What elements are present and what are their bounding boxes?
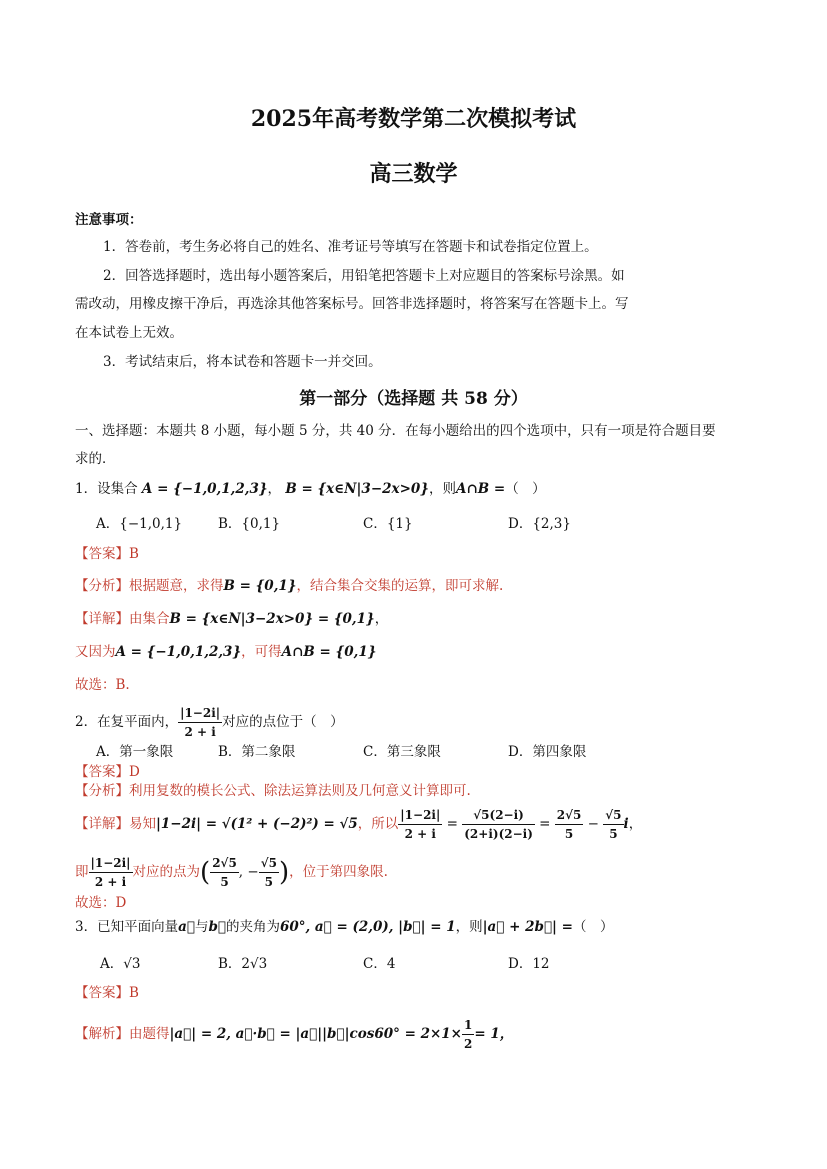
q1-set-a: A = {−1,0,1,2,3} <box>141 481 268 497</box>
q1-detail-b: ， <box>374 611 389 627</box>
q1-option-c: C．{1} <box>363 516 413 532</box>
q2-detail2-frac-num: |1−2i| <box>89 854 133 873</box>
q3-solution-a: 由题得 <box>129 1026 170 1042</box>
q1-choose: 故选：B. <box>75 677 130 693</box>
q2-detail-frac1-num: |1−2i| <box>398 806 442 825</box>
q2-detail-i: i <box>623 816 629 832</box>
q1-detail-a: 由集合 <box>129 611 170 627</box>
notice-item-3: 3．考试结束后，将本试卷和答题卡一并交回。 <box>103 354 382 370</box>
part1-heading: 第一部分（选择题 共 58 分） <box>299 389 528 409</box>
q2-detail2-c: ，位于第四象限. <box>289 864 388 880</box>
notice-item-2b: 需改动，用橡皮擦干净后，再选涂其他答案标号。回答非选择题时，将答案写在答题卡上。写 <box>75 296 629 312</box>
q1-answer-tag: 【答案】 <box>75 546 129 562</box>
q3-answer-tag: 【答案】 <box>75 985 129 1001</box>
q2-stem-a: 2．在复平面内， <box>75 714 179 730</box>
q1-answer-value: B <box>129 546 139 562</box>
q1-stem-tail: ，则 <box>428 481 456 497</box>
q1-analysis-a: 根据题意，求得 <box>129 578 224 594</box>
q3-solution-frac-den: 2 <box>464 1037 473 1051</box>
exam-subtitle: 高三数学 <box>369 161 458 187</box>
q3-solution-frac <box>462 1016 474 1053</box>
notice-heading: 注意事项： <box>75 212 143 228</box>
q2-option-c: C．第三象限 <box>363 744 441 760</box>
exam-title: 2025年高考数学第二次模拟考试 <box>250 106 577 132</box>
q2-stem <box>75 704 344 741</box>
q1-analysis <box>75 577 503 595</box>
q2-detail-frac2-num: √5(2−i) <box>462 806 535 825</box>
q1-paren: （ ） <box>505 481 546 497</box>
q2-detail2-point-y-num: √5 <box>259 854 279 873</box>
q3-answer <box>75 984 139 1002</box>
notice-item-2c: 在本试卷上无效。 <box>75 325 183 341</box>
q2-detail2-a: 即 <box>75 864 89 880</box>
q3-paren: （ ） <box>572 919 614 935</box>
q3-option-a: A．√3 <box>100 956 141 972</box>
q2-detail-b: ，所以 <box>357 816 399 832</box>
q1-detail-expr: B = {x∈N|3−2x>0} = {0,1} <box>169 611 375 627</box>
q2-detail-frac2-den: (2+i)(2−i) <box>464 827 533 841</box>
q1-option-d: D．{2,3} <box>508 516 571 532</box>
q3-answer-value: B <box>129 985 139 1001</box>
q3-solution <box>75 1016 513 1053</box>
q2-detail-frac4 <box>603 806 623 843</box>
q2-frac-den: 2 + i <box>184 725 216 739</box>
q1-analysis-b: ，结合集合交集的运算，即可求解. <box>296 578 504 594</box>
q2-analysis-tag: 【分析】 <box>75 783 129 799</box>
q2-detail-frac4-den: 5 <box>609 827 618 841</box>
q2-detail-expr: |1−2i| = √(1² + (−2)²) = √5 <box>156 816 358 832</box>
q2-analysis <box>75 782 471 800</box>
q3-option-c: C．4 <box>363 956 396 972</box>
q2-detail-frac2 <box>462 806 535 843</box>
q1-set-b: B = {x∈N|3−2x>0} <box>285 481 429 497</box>
q2-detail2-point-x-den: 5 <box>220 875 229 889</box>
q1-detail2-b: ，可得 <box>241 644 282 660</box>
q1-detail <box>75 610 388 628</box>
q3-option-d: D．12 <box>508 956 550 972</box>
q1-answer <box>75 545 139 563</box>
q2-detail-c: ， <box>628 816 643 832</box>
q2-detail-frac1-den: 2 + i <box>404 827 436 841</box>
q1-detail2-expr2: A∩B = {0,1} <box>281 644 377 660</box>
q3-stem-c: 的夹角为 <box>226 919 280 935</box>
q2-answer-value: D <box>129 764 140 780</box>
q1-option-b: B．{0,1} <box>218 516 281 532</box>
q2-analysis-text: 利用复数的模长公式、除法运算法则及几何意义计算即可. <box>129 783 471 799</box>
q2-detail2-frac-den: 2 + i <box>94 875 127 889</box>
q3-solution-b: = 1， <box>474 1026 514 1042</box>
notice-item-1: 1．答卷前，考生务必将自己的姓名、准考证号等填写在答题卡和试卷指定位置上。 <box>103 239 598 255</box>
q2-detail-frac3-den: 5 <box>564 827 574 841</box>
q3-solution-expr: |a⃗| = 2, a⃗·b⃗ = |a⃗||b⃗|cos60° = 2×1× <box>169 1026 462 1042</box>
q2-detail-frac3 <box>555 806 584 843</box>
q2-detail-frac4-num: √5 <box>603 806 623 825</box>
q1-option-a: A．{−1,0,1} <box>96 516 183 532</box>
q2-choose: 故选：D <box>75 895 127 911</box>
q2-stem-b: 对应的点位于（ ） <box>222 714 344 730</box>
q2-detail-frac3-num: 2√5 <box>555 806 584 825</box>
q2-option-b: B．第二象限 <box>218 744 296 760</box>
q2-detail-frac1 <box>398 806 442 843</box>
q3-stem-expr: 60°, a⃗ = (2,0), |b⃗| = 1 <box>280 919 456 935</box>
part1-intro-b: 求的． <box>75 451 116 467</box>
q1-stem: 1．设集合 A = {−1,0,1,2,3}， B = {x∈N|3−2x>0}，则A∩B =（ ） <box>75 481 546 497</box>
q2-option-a: A．第一象限 <box>96 744 174 760</box>
q2-option-d: D．第四象限 <box>508 744 587 760</box>
q2-detail2-frac <box>89 854 133 891</box>
q1-expr: A∩B = <box>455 481 506 497</box>
q1-analysis-expr: B = {0,1} <box>223 578 297 594</box>
q2-detail2-point-x-num: 2√5 <box>210 854 239 873</box>
q2-detail2-point-x <box>210 854 239 891</box>
q2-detail2-point-y-den: 5 <box>264 875 273 889</box>
q3-stem-a: 3．已知平面向量 <box>75 919 179 935</box>
q1-detail2-a: 又因为 <box>75 644 116 660</box>
q1-detail-2 <box>75 643 376 661</box>
part1-intro-a: 一、选择题：本题共 8 小题，每小题 5 分，共 40 分．在每小题给出的四个选项中，只有一项是符合题目要 <box>75 423 716 439</box>
q2-detail: 【详解】易知|1−2i| = √(1² + (−2)²) = √5，所以 $\frac{|1-2i|}{2 + i}$ = $\frac{√5(2-i)}{(2+i)(2-i)}$ = $\frac{2√5}{5}$ − $\frac{√5}{5}$ i， <box>75 808 643 841</box>
q3-stem-expr2: |a⃗ + 2b⃗| = <box>482 919 573 935</box>
q2-frac-num: |1−2i| <box>178 704 222 723</box>
q1-stem-label: 1．设集合 <box>75 481 138 497</box>
q2-detail2-b: 对应的点为 <box>132 864 201 880</box>
q1-detail2-expr1: A = {−1,0,1,2,3} <box>115 644 242 660</box>
q2-detail2-point-y <box>259 854 279 891</box>
q2-stem-fraction <box>178 704 222 741</box>
q2-detail-2: 即 $\frac{|1-2i|}{2 + i}$ 对应的点为( $\frac{2√5}{5}$ , − $\frac{√5}{5}$ )，位于第四象限. <box>75 856 388 889</box>
q1-analysis-tag: 【分析】 <box>75 578 129 594</box>
q3-vector-b: b⃗ <box>208 919 226 935</box>
q3-vector-a: a⃗ <box>178 919 195 935</box>
q2-answer <box>75 763 140 781</box>
q2-detail-tag: 【详解】 <box>75 816 129 832</box>
q3-solution-tag: 【解析】 <box>75 1026 129 1042</box>
q1-detail-tag: 【详解】 <box>75 611 129 627</box>
q3-solution-frac-num: 1 <box>462 1016 474 1035</box>
notice-item-2a: 2．回答选择题时，选出每小题答案后，用铅笔把答题卡上对应题目的答案标号涂黑。如 <box>103 268 625 284</box>
q2-detail-a: 易知 <box>129 816 156 832</box>
q3-stem-d: ，则 <box>455 919 483 935</box>
q3-stem <box>75 918 613 936</box>
q3-option-b: B．2√3 <box>218 956 268 972</box>
q3-stem-b: 与 <box>194 919 209 935</box>
q2-answer-tag: 【答案】 <box>75 764 129 780</box>
